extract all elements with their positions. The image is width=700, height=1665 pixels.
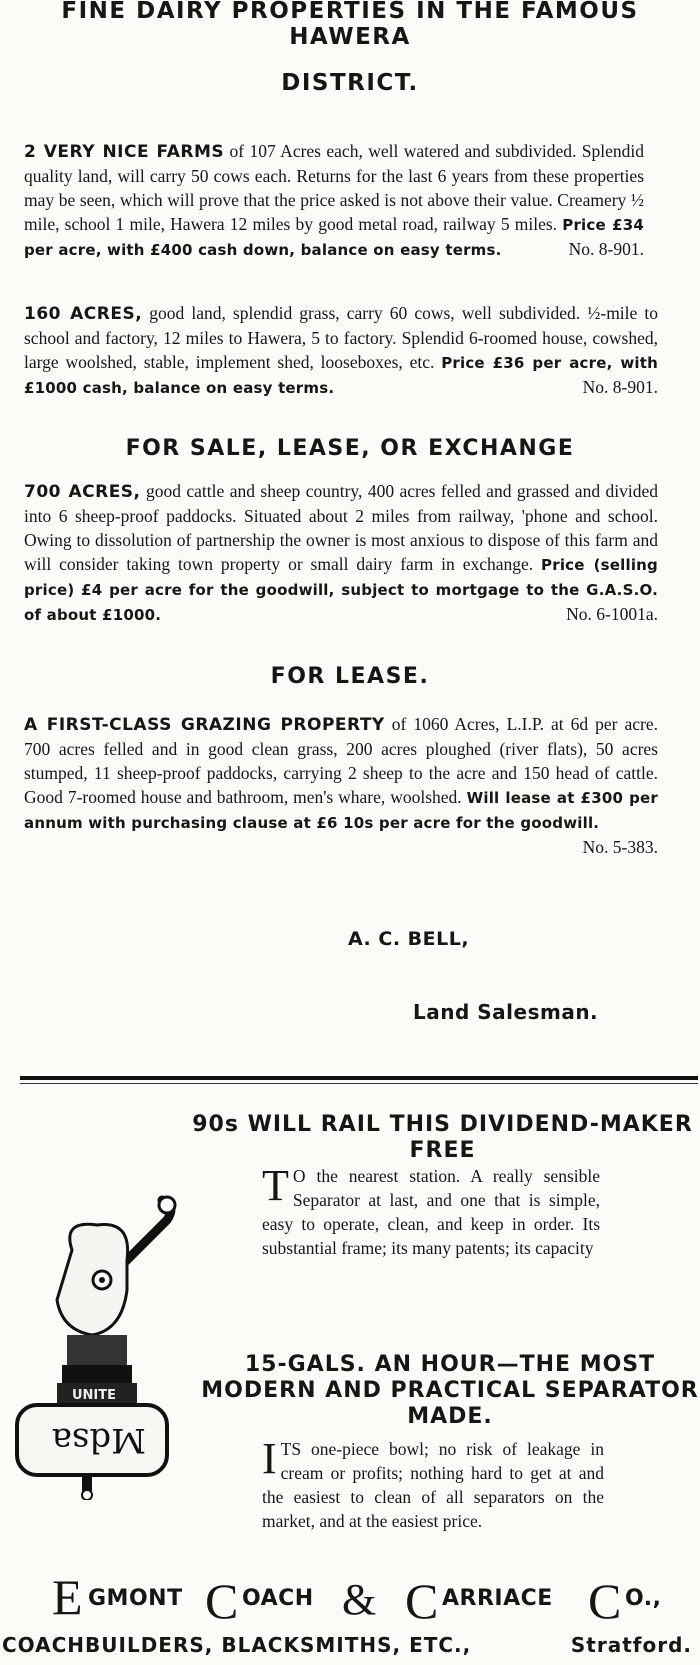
ad-paragraph-2 <box>262 1434 604 1533</box>
listing-terms: Price (selling price) £4 per acre for the goodwill, subject to mortgage to the G.A.S.O. of about £1000. <box>24 556 658 624</box>
section-heading-lease: FOR LEASE. <box>270 664 430 689</box>
listing-ref: No. 6-1001a. <box>566 604 658 624</box>
divider-rule <box>20 1076 698 1080</box>
company-initial-c2: C <box>405 1573 439 1629</box>
drop-cap: I <box>262 1434 277 1483</box>
listing-lead-acres: of 1060 Acres, <box>384 714 500 734</box>
machine-band-text: UNITE <box>72 1388 117 1403</box>
company-word-gmont: GMONT <box>88 1586 183 1611</box>
listing-body: good land, splendid grass, carry 60 cows, well subdivided. ½-mile to school and factory, 12 miles to Hawera, 5 to factory. Splendid 6-roomed house, cowshed, large woolshed, stable, implement shed, looseboxes, etc. <box>24 303 658 372</box>
company-word-arriace: ARRIACE <box>442 1586 553 1611</box>
ad-headline: 90s WILL RAIL THIS DIVIDEND-MAKER FREE <box>192 1112 693 1163</box>
company-initial-c1: C <box>205 1573 239 1629</box>
listing-160-acres <box>24 301 658 400</box>
signature-title: Land Salesman. <box>413 1000 599 1024</box>
listing-ref: No. 5-383. <box>582 837 658 857</box>
company-word-oach: OACH <box>242 1586 314 1611</box>
page-title-line1: FINE DAIRY PROPERTIES IN THE FAMOUS HAWERA <box>61 0 639 50</box>
divider-rule-thin <box>20 1083 698 1084</box>
company-ampersand: & <box>342 1575 377 1624</box>
listing-terms: Price £36 per acre, with £1000 cash, balance on easy terms. <box>24 354 658 397</box>
ad-headline-2: 15-GALS. AN HOUR—THE MOST MODERN AND PRACTICAL SEPARATOR MADE. <box>201 1352 699 1429</box>
company-name <box>40 1569 700 1630</box>
listing-terms: Price £34 per acre, with £400 cash down, balance on easy terms. <box>24 216 645 259</box>
separator-illustration <box>2 1180 187 1500</box>
signature-name: A. C. BELL, <box>348 928 470 950</box>
ad-paragraph-1 <box>262 1161 600 1260</box>
listing-700-acres <box>24 479 658 627</box>
listing-lead: 2 VERY NICE FARMS <box>24 142 225 162</box>
listing-terms: Will lease at £300 per annum with purchasing clause at £6 10s per acre for the goodwill. <box>24 789 658 832</box>
company-word-o: O., <box>625 1586 662 1611</box>
listing-body: good cattle and sheep country, 400 acres felled and grassed and divided into 6 sheep-proof paddocks. Situated about 2 miles from railway, 'phone and school. Owing to dissolution of partnership the owner is most anxious to dispose of this farm and will consider taking town property or small dairy farm in exchange. <box>24 481 658 574</box>
drop-cap: T <box>262 1161 289 1210</box>
page-title-line2: DISTRICT. <box>281 70 419 96</box>
listing-lead: A FIRST-CLASS GRAZING PROPERTY <box>24 715 385 735</box>
company-location: Stratford. <box>570 1633 692 1657</box>
listing-ref: No. 8-901. <box>582 377 658 397</box>
listing-lead: 160 ACRES, <box>24 304 143 324</box>
company-trades-text: COACHBUILDERS, BLACKSMITHS, ETC., <box>2 1633 472 1657</box>
listing-body: of 107 Acres each, well watered and subdivided. Splendid quality land, will carry 50 cows each. Returns for the last 6 years from these properties may be seen, which will prove that the price asked is not above their value. Creamery ½ mile, school 1 mile, Hawera 12 miles by good metal road, railway 5 miles. <box>24 141 644 234</box>
company-initial-e: E <box>52 1569 83 1625</box>
ad-paragraph-text: TS one-piece bowl; no risk of leakage in cream or profits; nothing hard to get at and the easiest to clean of all separators on the market, and at the easiest price. <box>262 1439 604 1531</box>
ad-paragraph-text: O the nearest station. A really sensible Separator at last, and one that is simple, easy to operate, clean, and keep in order. Its substantial frame; its many patents; its capacity <box>262 1166 600 1258</box>
machine-brand-text: Mdsa <box>51 1420 146 1460</box>
listing-body: L.I.P. at 6d per acre. 700 acres felled and in good clean grass, 200 acres ploughed (river flats), 50 acres stumped, 11 sheep-proof paddocks, carrying 2 sheep to the acre and 150 head of cattle. Good 7-roomed house and bathroom, men's whare, woolshed. <box>24 714 658 807</box>
listing-lead: 700 ACRES, <box>24 482 141 502</box>
listing-farms <box>24 139 644 262</box>
section-heading-sale: FOR SALE, LEASE, OR EXCHANGE <box>125 436 575 461</box>
listing-grazing-property <box>24 712 658 859</box>
listing-ref: No. 8-901. <box>568 239 644 259</box>
company-initial-c3: C <box>588 1573 622 1629</box>
